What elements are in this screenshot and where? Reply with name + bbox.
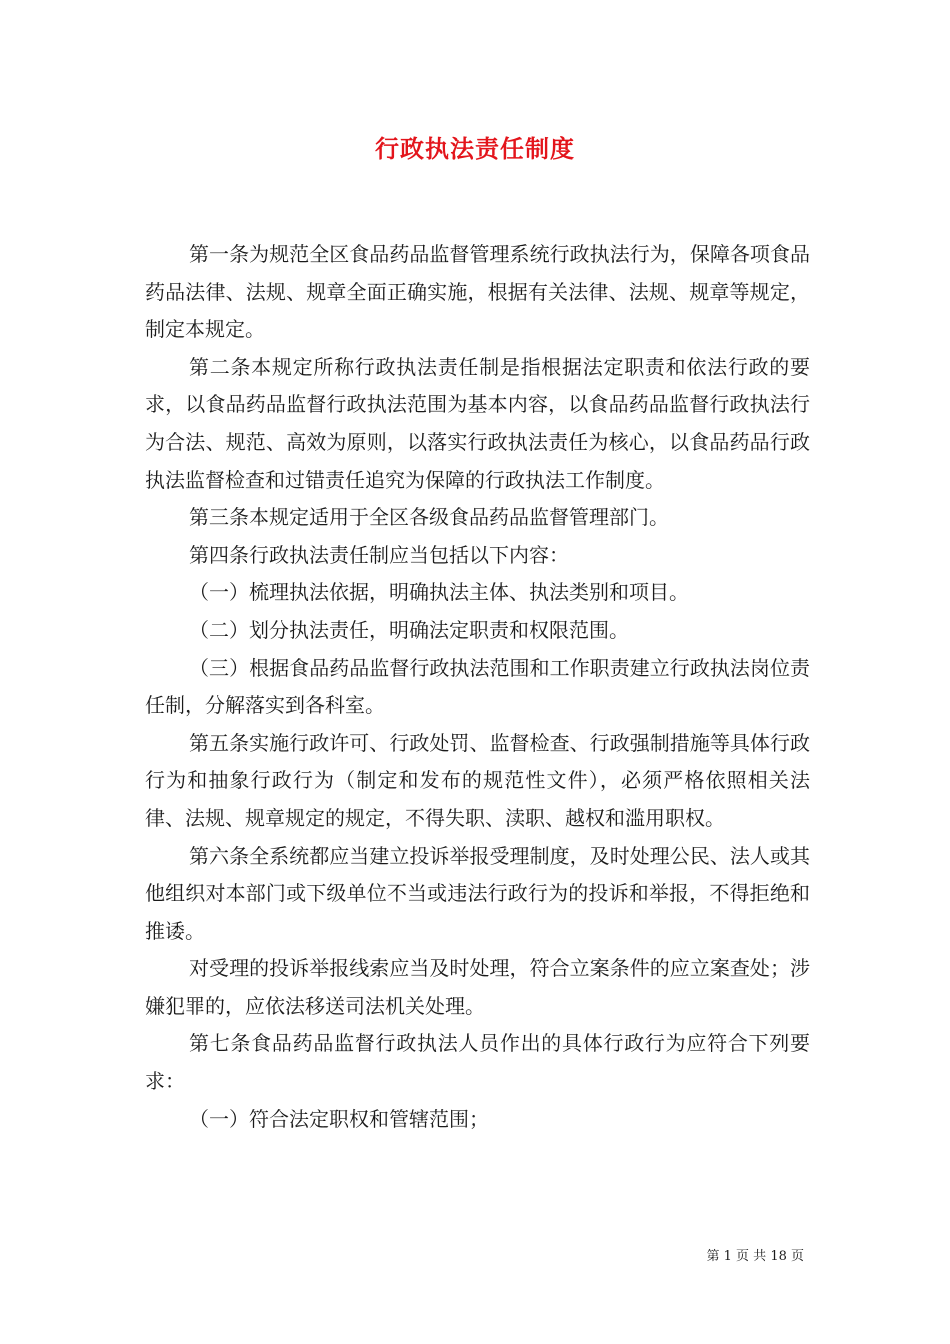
paragraph-article-5: 第五条实施行政许可、行政处罚、监督检查、行政强制措施等具体行政行为和抽象行政行为（制定和发布的规范性文件），必须严格依照相关法律、法规、规章规定的规定，不得失职、渎职、越权和滥用职权。 xyxy=(145,730,810,830)
paragraph-article-2: 第二条本规定所称行政执法责任制是指根据法定职责和依法行政的要求，以食品药品监督行政执法范围为基本内容，以食品药品监督行政执法行为合法、规范、高效为原则，以落实行政执法责任为核心，以食品药品行政执法监督检查和过错责任追究为保障的行政执法工作制度。 xyxy=(145,354,810,492)
paragraph-article-4: 第四条行政执法责任制应当包括以下内容： xyxy=(189,542,569,567)
document-body xyxy=(145,236,810,1138)
paragraph-article-1: 第一条为规范全区食品药品监督管理系统行政执法行为，保障各项食品药品法律、法规、规章全面正确实施，根据有关法律、法规、规章等规定，制定本规定。 xyxy=(145,242,810,342)
paragraph-article-7-item-1: （一）符合法定职权和管辖范围； xyxy=(189,1106,489,1131)
document-title: 行政执法责任制度 xyxy=(375,134,575,163)
paragraph-article-6-continued: 对受理的投诉举报线索应当及时处理，符合立案条件的应立案查处；涉嫌犯罪的，应依法移送司法机关处理。 xyxy=(145,956,810,1018)
paragraph-article-3: 第三条本规定适用于全区各级食品药品监督管理部门。 xyxy=(189,505,669,530)
paragraph-article-4-item-2: （二）划分执法责任，明确法定职责和权限范围。 xyxy=(189,617,629,642)
paragraph-article-6: 第六条全系统都应当建立投诉举报受理制度，及时处理公民、法人或其他组织对本部门或下级单位不当或违法行政行为的投诉和举报，不得拒绝和推诿。 xyxy=(145,843,810,943)
paragraph-article-4-item-3: （三）根据食品药品监督行政执法范围和工作职责建立行政执法岗位责任制，分解落实到各科室。 xyxy=(145,655,810,718)
paragraph-article-7: 第七条食品药品监督行政执法人员作出的具体行政行为应符合下列要求： xyxy=(145,1031,810,1094)
page-number-footer: 第 1 页 共 18 页 xyxy=(706,1249,804,1264)
paragraph-article-4-item-1: （一）梳理执法依据，明确执法主体、执法类别和项目。 xyxy=(189,580,689,605)
